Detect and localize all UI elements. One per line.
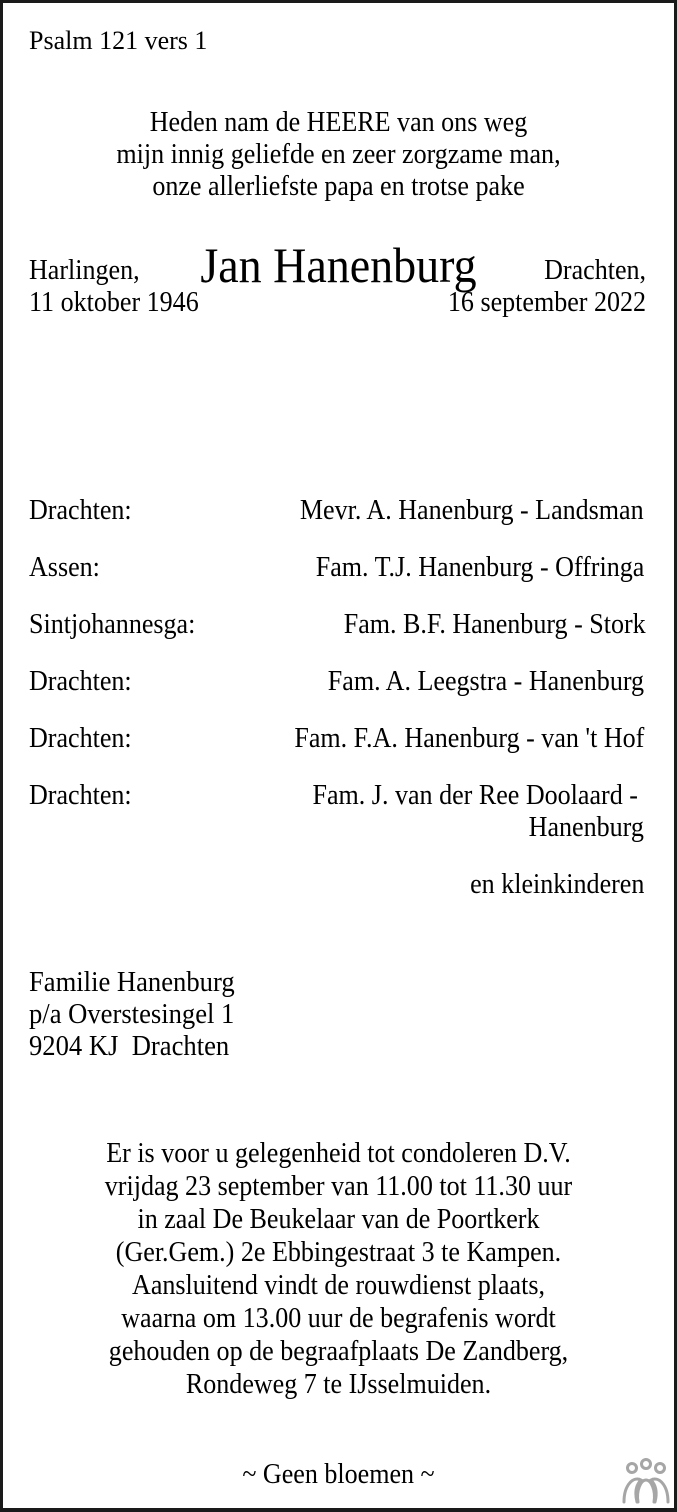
intro-line: Heden nam de HEERE van ons weg	[149, 107, 528, 138]
death-date: 16 september 2022	[447, 287, 646, 318]
deceased-name: Jan Hanenburg	[200, 237, 477, 293]
condolence-line: waarna om 13.00 uur de begrafenis wordt	[121, 1303, 556, 1334]
condolence-line: Er is voor u gelegenheid tot condoleren D.V.	[106, 1138, 571, 1169]
condolence-line: vrijdag 23 september van 11.00 tot 11.30 uur	[104, 1171, 573, 1202]
psalm-reference: Psalm 121 vers 1	[29, 26, 208, 55]
condolence-line: in zaal De Beukelaar van de Poortkerk	[137, 1204, 540, 1235]
relative-name: Fam. T.J. Hanenburg - Offringa	[315, 552, 644, 583]
intro-line: onze allerliefste papa en trotse pake	[152, 171, 525, 202]
address-line: Familie Hanenburg	[29, 967, 235, 998]
correspondence-address	[29, 967, 235, 1063]
condolence-line: gehouden op de begraafplaats De Zandberg,	[108, 1336, 569, 1367]
relative-name: Fam. A. Leegstra - Hanenburg	[327, 666, 644, 697]
grandchildren-line: en kleinkinderen	[469, 869, 644, 900]
condolence-info	[26, 1137, 650, 1401]
relative-name: Fam. B.F. Hanenburg - Stork	[344, 609, 646, 640]
relative-name-continued: Hanenburg	[528, 812, 644, 843]
family-people-icon	[621, 1458, 671, 1504]
birth-date: 11 oktober 1946	[29, 287, 199, 318]
relative-city: Drachten:	[29, 666, 132, 697]
relative-city: Drachten:	[29, 723, 132, 754]
intro-line: mijn innig geliefde en zeer zorgzame man,	[116, 139, 561, 170]
relative-city: Drachten:	[29, 495, 132, 526]
relative-city: Drachten:	[29, 780, 132, 811]
address-line: p/a Overstesingel 1	[29, 999, 235, 1030]
death-place: Drachten,	[544, 255, 646, 286]
birth-place: Harlingen,	[29, 255, 140, 286]
address-line: 9204 KJ Drachten	[29, 1031, 230, 1062]
condolence-line: Rondeweg 7 te IJsselmuiden.	[185, 1369, 492, 1400]
relative-name: Fam. F.A. Hanenburg - van 't Hof	[293, 723, 644, 754]
relative-city: Assen:	[29, 552, 100, 583]
relative-city: Sintjohannesga:	[29, 609, 196, 640]
condolence-line: (Ger.Gem.) 2e Ebbingestraat 3 te Kampen.	[115, 1237, 562, 1268]
relative-name: Fam. J. van der Ree Doolaard -	[312, 780, 638, 811]
death-info	[448, 255, 646, 319]
condolence-line: Aansluitend vindt de rouwdienst plaats,	[132, 1270, 545, 1301]
relative-name: Mevr. A. Hanenburg - Landsman	[300, 495, 644, 526]
intro-text	[26, 107, 650, 203]
no-flowers-note: ~ Geen bloemen ~	[242, 1459, 435, 1490]
birth-info	[29, 255, 199, 319]
